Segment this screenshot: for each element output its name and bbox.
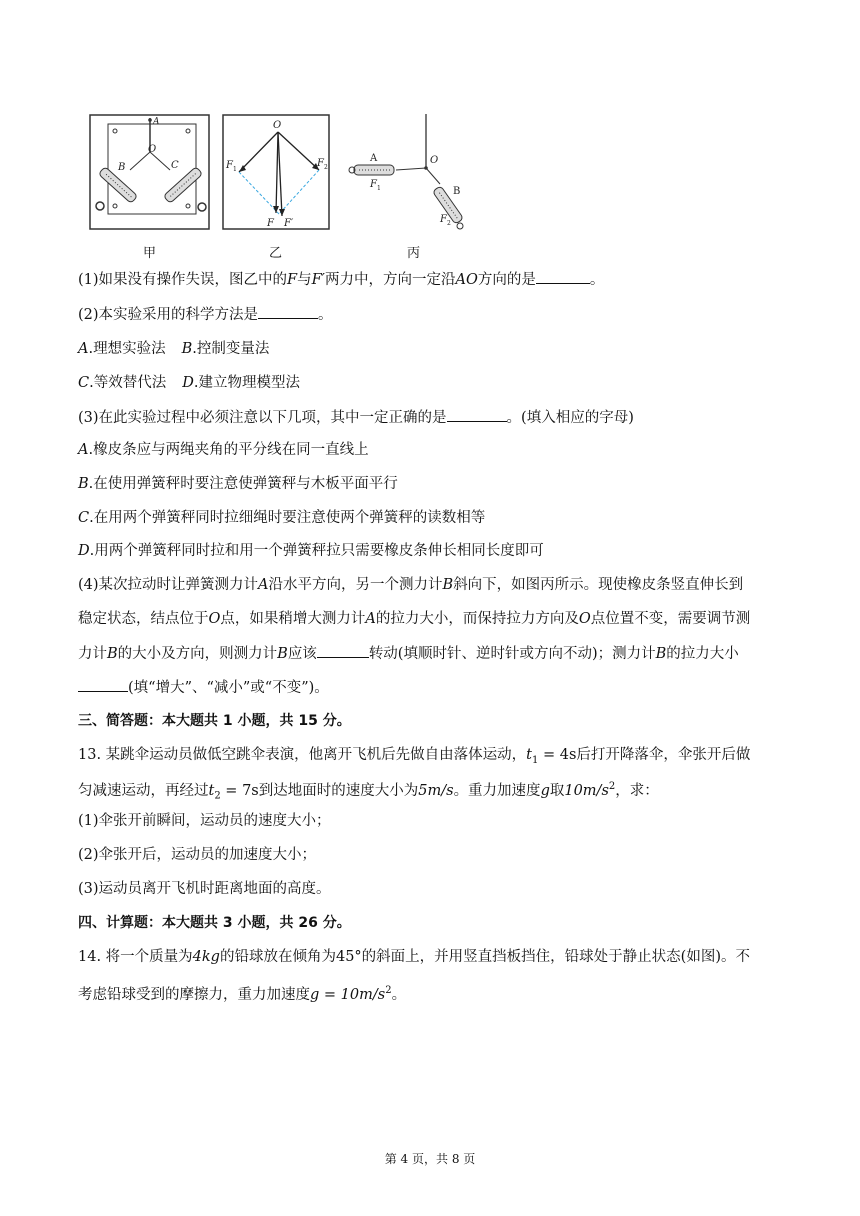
answer-blank[interactable] <box>78 677 128 692</box>
caption-bing: 丙 <box>407 246 421 261</box>
option-3d: D.用两个弹簧秤同时拉和用一个弹簧秤拉只需要橡皮条伸长相同长度即可 <box>78 543 544 559</box>
question-14-line-1: 14. 将一个质量为4kg的铅球放在倾角为45°的斜面上，并用竖直挡板挡住，铅球处于静止状态(如图)。不 <box>78 949 750 965</box>
figure-jia <box>88 110 212 234</box>
question-12-part-4-line-1: (4)某次拉动时让弹簧测力计A沿水平方向，另一个测力计B斜向下，如图丙所示。现使橡皮条竖直伸长到 <box>78 577 744 593</box>
bing-label-f2: F <box>440 214 447 225</box>
question-13-sub-1: (1)伞张开前瞬间，运动员的速度大小； <box>78 813 331 829</box>
jia-label-o: O <box>148 144 157 155</box>
option-row-cd: C.等效替代法 D.建立物理模型法 <box>78 375 300 391</box>
option-row-ab: A.理想实验法 B.控制变量法 <box>78 341 270 357</box>
figure-bing <box>348 110 478 234</box>
yi-label-f2-sub: 2 <box>324 164 328 171</box>
question-13-sub-2: (2)伞张开后，运动员的加速度大小； <box>78 847 317 863</box>
bing-label-f1: F <box>370 179 377 190</box>
option-3c: C.在用两个弹簧秤同时拉细绳时要注意使两个弹簧秤的读数相等 <box>78 510 486 526</box>
figure-yi <box>221 110 331 234</box>
section-3-heading: 三、简答题：本大题共 1 小题，共 15 分。 <box>78 713 351 729</box>
yi-label-fp: F′ <box>284 218 294 229</box>
question-13-sub-3: (3)运动员离开飞机时距离地面的高度。 <box>78 881 331 897</box>
jia-label-a: A <box>153 117 160 127</box>
yi-label-f: F <box>267 218 274 229</box>
caption-jia: 甲 <box>143 246 157 261</box>
answer-blank[interactable] <box>447 407 507 422</box>
jia-label-c: C <box>171 160 179 171</box>
answer-blank[interactable] <box>536 269 590 284</box>
question-12-part-1: (1)如果没有操作失误，图乙中的F与F′两力中，方向一定沿AO方向的是 。 <box>78 269 604 290</box>
answer-blank[interactable] <box>317 643 369 658</box>
page-footer: 第 4 页，共 8 页 <box>384 1152 476 1166</box>
bing-label-a: A <box>370 153 378 164</box>
yi-label-f1-sub: 1 <box>233 166 237 173</box>
question-13-line-1: 13. 某跳伞运动员做低空跳伞表演，他离开飞机后先做自由落体运动，$t_1 = 4s$后打开降落伞，伞张开后做 <box>78 747 751 766</box>
question-12-part-4-line-4: (填“增大”、“减小”或“不变”)。 <box>78 677 329 698</box>
caption-yi: 乙 <box>269 246 283 261</box>
yi-label-f2: F <box>317 158 324 169</box>
bing-label-o: O <box>430 155 439 166</box>
yi-label-o: O <box>273 120 282 131</box>
bing-label-f2-sub: 2 <box>447 220 451 227</box>
bing-label-f1-sub: 1 <box>377 185 381 192</box>
bing-label-b: B <box>453 186 461 197</box>
question-12-part-4-line-2: 稳定状态，结点位于O点，如果稍增大测力计A的拉力大小，而保持拉力方向及O点位置不变，需要调节测 <box>78 611 751 627</box>
question-13-line-2: 匀减速运动，再经过$t_2 = 7s$到达地面时的速度大小为5m/s。重力加速度g取$10m/s^2$，求： <box>78 781 659 802</box>
option-3a: A.橡皮条应与两绳夹角的平分线在同一直线上 <box>78 442 369 458</box>
question-14-line-2: 考虑铅球受到的摩擦力，重力加速度$g = 10m/s^2$。 <box>78 985 407 1003</box>
question-12-part-2: (2)本实验采用的科学方法是 。 <box>78 304 333 325</box>
question-12-part-3: (3)在此实验过程中必须注意以下几项，其中一定正确的是 。(填入相应的字母) <box>78 407 634 428</box>
yi-label-f1: F <box>226 160 233 171</box>
section-4-heading: 四、计算题：本大题共 3 小题，共 26 分。 <box>78 915 351 931</box>
question-12-part-4-line-3: 力计B的大小及方向，则测力计B应该 转动(填顺时针、逆时针或方向不动)；测力计B的拉力大小 <box>78 643 739 664</box>
option-3b: B.在使用弹簧秤时要注意使弹簧秤与木板平面平行 <box>78 476 398 492</box>
answer-blank[interactable] <box>258 304 318 319</box>
jia-label-b: B <box>118 162 126 173</box>
